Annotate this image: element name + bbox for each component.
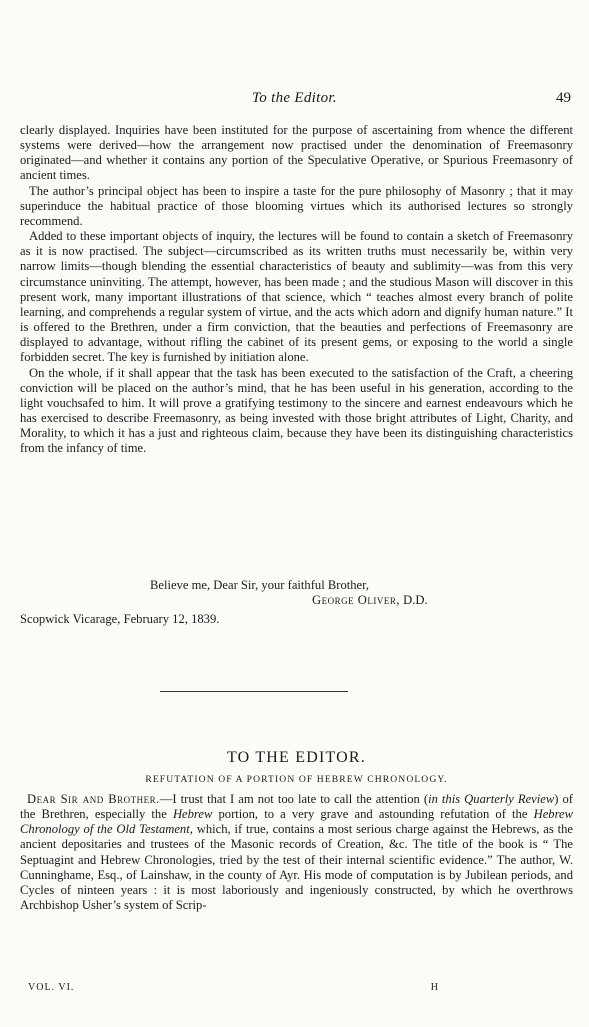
body-paragraph-2: The author’s principal object has been to inspire a taste for the pure philosophy of Masonry ; that it may superinduce the habitual practice of those blooming virtues which its authorised lectures so strongly recommend. xyxy=(20,183,573,228)
signature-mark: H xyxy=(430,982,438,993)
volume-mark: VOL. VI. xyxy=(28,982,75,993)
section-title: TO THE EDITOR. xyxy=(226,749,367,766)
letter-emphasis-2: Hebrew xyxy=(172,807,213,822)
letter-text-4: , which, if true, contains a most serious charge against the Hebrews, as the ancient depositaries and trustees of the Masonic records of Creation, &c. The title of the book is “ The Septuagint and Hebrew Chronologies, tried by the test of their internal scientific evidence.” The author, W. Cunninghame, Esq., of Lainshaw, in the county of Ayr. His mode of computation is by Jubilean periods, and Cycles of ninteen years : it is most laboriously and ingeniously constructed, by which he overthrows Archbishop Usher’s system of Scrip- xyxy=(20,822,573,913)
article-body xyxy=(20,123,573,456)
page-footer xyxy=(28,982,558,996)
letter-body xyxy=(20,792,573,913)
page-number: 49 xyxy=(556,90,571,106)
body-paragraph-4: On the whole, if it shall appear that the task has been executed to the satisfaction of the Craft, a cheering conviction will be placed on the author’s mind, that he has been useful in his generation, according to the light vouchsafed to him. It will prove a gratifying testimony to the sincere and earnest endeavours which he has exercised to describe Freemasonry, as being invested with those bright attributes of Light, Charity, and Morality, to which it has a just and righteous claim, because they have been its distinguishing characteristics from the infancy of time. xyxy=(20,365,573,456)
letter-text-3: portion, to a very grave and astounding refutation of the xyxy=(212,807,534,822)
body-paragraph-3: Added to these important objects of inquiry, the lectures will be found to contain a sketch of Freemasonry as it is now practised. The subject—circumscribed as its written truths must necessarily be, within very narrow limits—though blending the essential characteristics of beauty and sublimity—was from this very circumstance uninviting. The attempt, however, has been made ; and the studious Mason will discover in this present work, many important illustrations of that science, which “ teaches almost every branch of polite learning, and comprehends a regular system of virtue, and the acts which adorn and dignify human nature.” It is offered to the Brethren, under a firm conviction, that the beauties and perfections of Freemasonry are displayed to advantage, without rifling the cabinet of its present gems, or exposing to the world a single forbidden secret. The key is furnished by initiation alone. xyxy=(20,229,573,365)
author-degree: D.D. xyxy=(403,593,428,607)
body-paragraph-1: clearly displayed. Inquiries have been instituted for the purpose of ascertaining from whence the different systems were derived—how the arrangement now practised under the denomination of Freemasonry originated—and whether it contains any portion of the Speculative Operative, or Spurious Freemasonry of ancient times. xyxy=(20,123,573,183)
section-subtitle: REFUTATION OF A PORTION OF HEBREW CHRONOLOGY. xyxy=(145,774,448,785)
page-header xyxy=(18,90,571,112)
closing-line: Believe me, Dear Sir, your faithful Brother, xyxy=(150,578,369,592)
author-name: George Oliver, xyxy=(312,593,400,607)
section-divider xyxy=(160,691,348,692)
letter-text-2: ) of the Brethren, especially the xyxy=(20,792,574,822)
letter-paragraph xyxy=(20,792,573,913)
running-head: To the Editor. xyxy=(252,90,337,106)
letter-emphasis-1: in this Quarterly Review xyxy=(428,792,555,806)
letter-text-1: —I trust that I am not too late to call the attention ( xyxy=(159,792,429,806)
place-date: Scopwick Vicarage, February 12, 1839. xyxy=(20,612,220,626)
author-signature xyxy=(312,593,589,608)
letter-emphasis-3: Hebrew Chronology of the Old Testament xyxy=(20,807,573,837)
salutation: Dear Sir and Brother. xyxy=(27,792,160,806)
